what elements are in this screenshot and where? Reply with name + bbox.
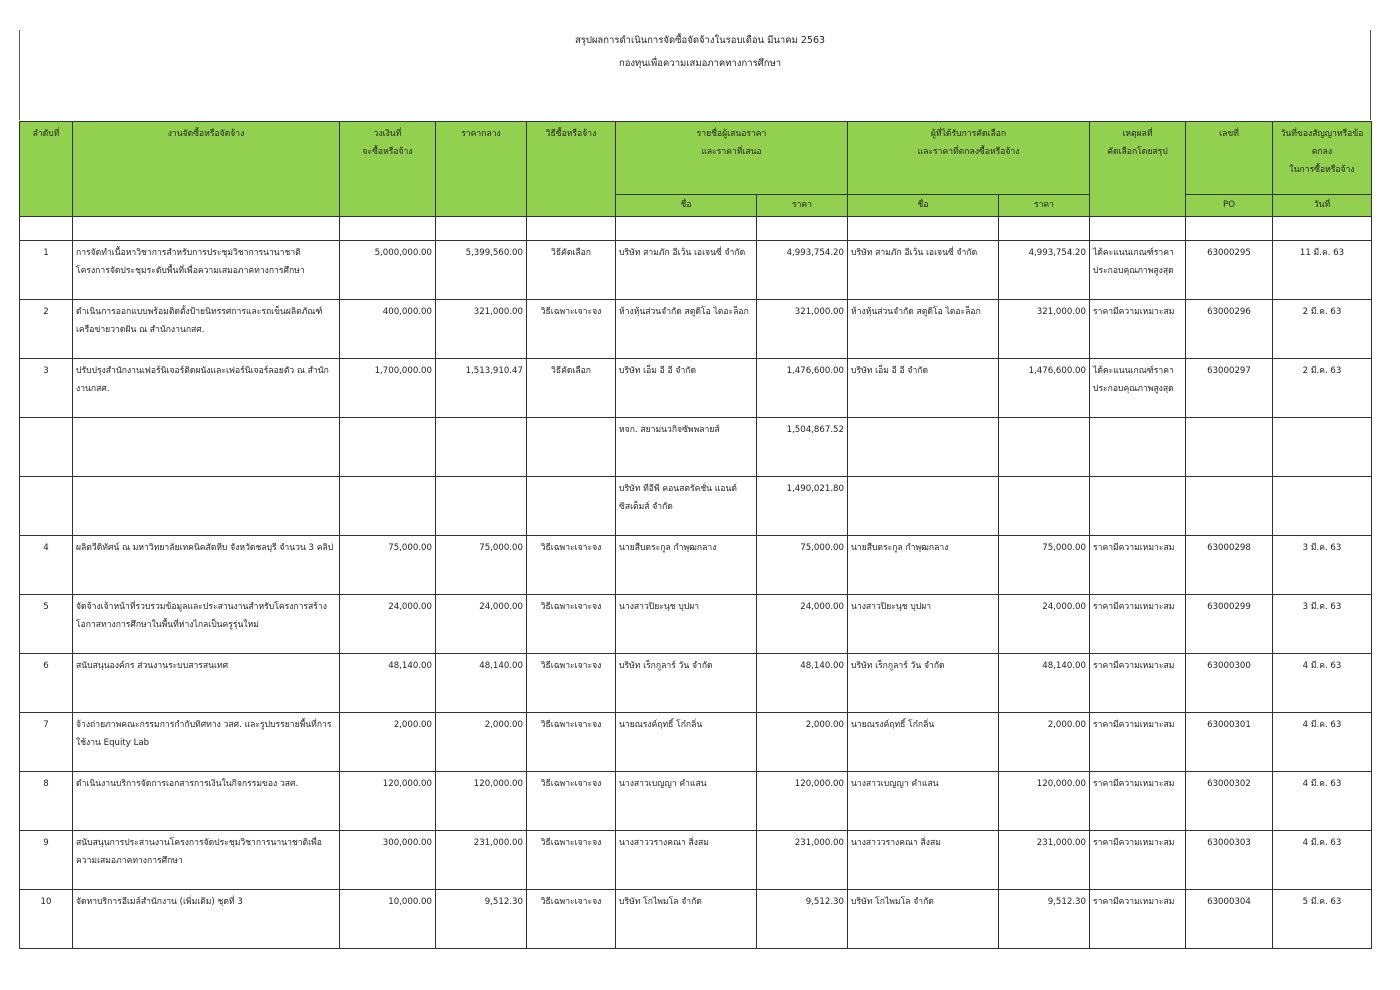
selection-reason: ราคามีความเหมาะสม	[1090, 654, 1186, 713]
table-row	[20, 536, 1372, 595]
budget-amount: 75,000.00	[340, 536, 436, 595]
bidder-name: หจก. สยามนวกิจซัพพลายส์	[616, 418, 757, 477]
table-row	[20, 772, 1372, 831]
row-no	[20, 418, 73, 477]
bidder-name: นายสืบตระกูล กำพุฒกลาง	[616, 536, 757, 595]
row-no: 2	[20, 300, 73, 359]
bid-price: 321,000.00	[757, 300, 848, 359]
po-number: 63000301	[1186, 713, 1273, 772]
winner-name: นางสาวเบญญา คำแสน	[848, 772, 999, 831]
bid-price: 48,140.00	[757, 654, 848, 713]
contract-date: 3 มี.ค. 63	[1273, 595, 1372, 654]
header-number: เลขที่	[1186, 122, 1273, 195]
median-price: 231,000.00	[436, 831, 527, 890]
budget-amount: 2,000.00	[340, 713, 436, 772]
contract-date: 5 มี.ค. 63	[1273, 890, 1372, 949]
po-number: 63000302	[1186, 772, 1273, 831]
selection-reason: ราคามีความเหมาะสม	[1090, 300, 1186, 359]
header-method: วิธีซื้อหรือจ้าง	[527, 122, 616, 217]
po-number: 63000300	[1186, 654, 1273, 713]
budget-amount	[340, 477, 436, 536]
row-no: 10	[20, 890, 73, 949]
winner-price	[999, 477, 1090, 536]
work-description: จ้างถ่ายภาพคณะกรรมการกำกับทิศทาง วสศ. และรูปบรรยายพื้นที่การใช้งาน Equity Lab	[73, 713, 340, 772]
procurement-method: วิธีคัดเลือก	[527, 359, 616, 418]
selection-reason: ได้คะแนนเกณฑ์ราคาประกอบคุณภาพสูงสุด	[1090, 359, 1186, 418]
contract-date: 4 มี.ค. 63	[1273, 713, 1372, 772]
winner-price: 1,476,600.00	[999, 359, 1090, 418]
selection-reason: ได้คะแนนเกณฑ์ราคาประกอบคุณภาพสูงสุด	[1090, 241, 1186, 300]
contract-date: 11 มี.ค. 63	[1273, 241, 1372, 300]
winner-price: 4,993,754.20	[999, 241, 1090, 300]
bidder-name: นางสาววรางคณา สิ่งสม	[616, 831, 757, 890]
contract-date: 4 มี.ค. 63	[1273, 831, 1372, 890]
row-no: 4	[20, 536, 73, 595]
winner-name: บริษัท สามภัก อีเว้น เอเจนซี่ จำกัด	[848, 241, 999, 300]
winner-name: นายณรงค์ฤทธิ์ โก๋กลิ่น	[848, 713, 999, 772]
po-number: 63000303	[1186, 831, 1273, 890]
median-price: 120,000.00	[436, 772, 527, 831]
work-description: ดำเนินงานบริการจัดการเอกสารการเงินในกิจกรรมของ วสศ.	[73, 772, 340, 831]
bid-price: 75,000.00	[757, 536, 848, 595]
contract-date: 3 มี.ค. 63	[1273, 536, 1372, 595]
winner-name: นายสืบตระกูล กำพุฒกลาง	[848, 536, 999, 595]
po-number: 63000297	[1186, 359, 1273, 418]
median-price: 5,399,560.00	[436, 241, 527, 300]
header-median: ราคากลาง	[436, 122, 527, 217]
selection-reason	[1090, 477, 1186, 536]
winner-name	[848, 418, 999, 477]
header-contract: วันที่ของสัญญาหรือข้อตกลง ในการซื้อหรือจ้าง	[1273, 122, 1372, 195]
work-description: ปรับปรุงสำนักงานเฟอร์นิเจอร์ติดผนังและเฟอร์นิเจอร์ลอยตัว ณ สำนักงานกสศ.	[73, 359, 340, 418]
selection-reason: ราคามีความเหมาะสม	[1090, 536, 1186, 595]
procurement-method: วิธีคัดเลือก	[527, 241, 616, 300]
bidder-name: บริษัท เร็กกูลาร์ วัน จำกัด	[616, 654, 757, 713]
row-no: 3	[20, 359, 73, 418]
selection-reason	[1090, 418, 1186, 477]
header-no: ลำดับที่	[20, 122, 73, 217]
table-row	[20, 241, 1372, 300]
work-description: ดำเนินการออกแบบพร้อมติดตั้งป้ายนิทรรศการและรถเข็นผลิตภัณฑ์เครือข่ายวาดฝัน ณ สำนักงานกสศ.	[73, 300, 340, 359]
bid-price: 24,000.00	[757, 595, 848, 654]
winner-price: 120,000.00	[999, 772, 1090, 831]
header-row-main	[20, 122, 1372, 195]
document-title: สรุปผลการดำเนินการจัดซื้อจัดจ้างในรอบเดือน มีนาคม 2563	[574, 35, 826, 46]
work-description	[73, 418, 340, 477]
budget-amount: 1,700,000.00	[340, 359, 436, 418]
selection-reason: ราคามีความเหมาะสม	[1090, 772, 1186, 831]
table-row	[20, 890, 1372, 949]
table-row	[20, 300, 1372, 359]
table-row	[20, 418, 1372, 477]
header-winner-name: ชื่อ	[848, 195, 999, 217]
procurement-method: วิธีเฉพาะเจาะจง	[527, 831, 616, 890]
budget-amount	[340, 418, 436, 477]
contract-date: 4 มี.ค. 63	[1273, 654, 1372, 713]
winner-name: บริษัท เร็กกูลาร์ วัน จำกัด	[848, 654, 999, 713]
header-bidders: รายชื่อผู้เสนอราคา และราคาที่เสนอ	[616, 122, 848, 195]
bid-price: 231,000.00	[757, 831, 848, 890]
header-po: PO	[1186, 195, 1273, 217]
selection-reason: ราคามีความเหมาะสม	[1090, 890, 1186, 949]
bid-price: 1,476,600.00	[757, 359, 848, 418]
procurement-method: วิธีเฉพาะเจาะจง	[527, 713, 616, 772]
winner-name: นางสาวปิยะนุช บุปผา	[848, 595, 999, 654]
winner-price: 2,000.00	[999, 713, 1090, 772]
table-row	[20, 831, 1372, 890]
row-no: 6	[20, 654, 73, 713]
po-number: 63000304	[1186, 890, 1273, 949]
budget-amount: 300,000.00	[340, 831, 436, 890]
procurement-method: วิธีเฉพาะเจาะจง	[527, 595, 616, 654]
winner-name: นางสาววรางคณา สิ่งสม	[848, 831, 999, 890]
winner-price: 231,000.00	[999, 831, 1090, 890]
contract-date: 2 มี.ค. 63	[1273, 300, 1372, 359]
table-row	[20, 477, 1372, 536]
winner-name: บริษัท เอ็ม อี อี จำกัด	[848, 359, 999, 418]
row-no: 5	[20, 595, 73, 654]
bid-price: 9,512.30	[757, 890, 848, 949]
row-no: 7	[20, 713, 73, 772]
winner-price: 24,000.00	[999, 595, 1090, 654]
header-reason: เหตุผลที่ คัดเลือกโดยสรุป	[1090, 122, 1186, 217]
winner-price: 48,140.00	[999, 654, 1090, 713]
bidder-name: บริษัท เอ็ม อี อี จำกัด	[616, 359, 757, 418]
median-price	[436, 418, 527, 477]
po-number: 63000296	[1186, 300, 1273, 359]
row-no: 1	[20, 241, 73, 300]
header-selected: ผู้ที่ได้รับการคัดเลือก และราคาที่ตกลงซื้อหรือจ้าง	[848, 122, 1090, 195]
median-price: 9,512.30	[436, 890, 527, 949]
procurement-method	[527, 477, 616, 536]
budget-amount: 120,000.00	[340, 772, 436, 831]
budget-amount: 48,140.00	[340, 654, 436, 713]
winner-price: 9,512.30	[999, 890, 1090, 949]
bidder-name: นายณรงค์ฤทธิ์ โก๋กลิ่น	[616, 713, 757, 772]
row-no	[20, 477, 73, 536]
contract-date	[1273, 418, 1372, 477]
bidder-name: บริษัท โกไพมโล จำกัด	[616, 890, 757, 949]
median-price: 48,140.00	[436, 654, 527, 713]
budget-amount: 24,000.00	[340, 595, 436, 654]
budget-amount: 5,000,000.00	[340, 241, 436, 300]
work-description: จัดจ้างเจ้าหน้าที่รวบรวมข้อมูลและประสานงานสำหรับโครงการสร้างโอกาสทางการศึกษาในพื้นที่ห่างไกลเป็นครูรุ่นใหม่	[73, 595, 340, 654]
bidder-name: นางสาวเบญญา คำแสน	[616, 772, 757, 831]
bid-price: 1,490,021.80	[757, 477, 848, 536]
median-price: 1,513,910.47	[436, 359, 527, 418]
winner-name: บริษัท โกไพมโล จำกัด	[848, 890, 999, 949]
bidder-name: บริษัท สามภัก อีเว้น เอเจนซี่ จำกัด	[616, 241, 757, 300]
contract-date: 4 มี.ค. 63	[1273, 772, 1372, 831]
po-number: 63000298	[1186, 536, 1273, 595]
procurement-method: วิธีเฉพาะเจาะจง	[527, 536, 616, 595]
row-no: 8	[20, 772, 73, 831]
bidder-name: นางสาวปิยะนุช บุปผา	[616, 595, 757, 654]
winner-name: ห้างหุ้นส่วนจำกัด สตูดิโอ ไตอะล็อก	[848, 300, 999, 359]
contract-date: 2 มี.ค. 63	[1273, 359, 1372, 418]
bidder-name: บริษัท ทีอีพี คอนสตรัคชั่น แอนด์ ซิสเต็มส์ จำกัด	[616, 477, 757, 536]
row-no: 9	[20, 831, 73, 890]
table-row	[20, 595, 1372, 654]
table-row	[20, 713, 1372, 772]
median-price	[436, 477, 527, 536]
work-description: ผลิตวีดิทัศน์ ณ มหาวิทยาลัยเทคนิคสัตหีบ จังหวัดชลบุรี จำนวน 3 คลิป	[73, 536, 340, 595]
winner-name	[848, 477, 999, 536]
work-description: จัดหาบริการอีเมล์สำนักงาน (เพิ่มเติม) ชุดที่ 3	[73, 890, 340, 949]
work-description	[73, 477, 340, 536]
document-subtitle: กองทุนเพื่อความเสมอภาคทางการศึกษา	[618, 58, 782, 69]
bid-price: 2,000.00	[757, 713, 848, 772]
median-price: 321,000.00	[436, 300, 527, 359]
budget-amount: 10,000.00	[340, 890, 436, 949]
po-number	[1186, 418, 1273, 477]
po-number: 63000299	[1186, 595, 1273, 654]
bidder-name: ห้างหุ้นส่วนจำกัด สตูดิโอ ไตอะล็อก	[616, 300, 757, 359]
header-budget: วงเงินที่ จะซื้อหรือจ้าง	[340, 122, 436, 217]
selection-reason: ราคามีความเหมาะสม	[1090, 595, 1186, 654]
selection-reason: ราคามีความเหมาะสม	[1090, 831, 1186, 890]
blank-row	[20, 217, 1372, 241]
winner-price: 321,000.00	[999, 300, 1090, 359]
header-bidder-price: ราคา	[757, 195, 848, 217]
header-bidder-name: ชื่อ	[616, 195, 757, 217]
procurement-method: วิธีเฉพาะเจาะจง	[527, 890, 616, 949]
header-date: วันที่	[1273, 195, 1372, 217]
table-row	[20, 654, 1372, 713]
procurement-method	[527, 418, 616, 477]
work-description: สนับสนุนการประสานงานโครงการจัดประชุมวิชาการนานาชาติเพื่อความเสมอภาคทางการศึกษา	[73, 831, 340, 890]
header-winner-price: ราคา	[999, 195, 1090, 217]
bid-price: 4,993,754.20	[757, 241, 848, 300]
bid-price: 120,000.00	[757, 772, 848, 831]
po-number	[1186, 477, 1273, 536]
budget-amount: 400,000.00	[340, 300, 436, 359]
median-price: 24,000.00	[436, 595, 527, 654]
work-description: สนับสนุนองค์กร ส่วนงานระบบสารสนเทศ	[73, 654, 340, 713]
selection-reason: ราคามีความเหมาะสม	[1090, 713, 1186, 772]
median-price: 2,000.00	[436, 713, 527, 772]
procurement-method: วิธีเฉพาะเจาะจง	[527, 654, 616, 713]
work-description: การจัดทำเนื้อหาวิชาการสำหรับการประชุมวิชาการนานาชาติ โครงการจัดประชุมระดับพื้นที่เพื่อความเสมอภาคทางการศึกษา	[73, 241, 340, 300]
procurement-method: วิธีเฉพาะเจาะจง	[527, 772, 616, 831]
bid-price: 1,504,867.52	[757, 418, 848, 477]
winner-price	[999, 418, 1090, 477]
po-number: 63000295	[1186, 241, 1273, 300]
contract-date	[1273, 477, 1372, 536]
winner-price: 75,000.00	[999, 536, 1090, 595]
procurement-method: วิธีเฉพาะเจาะจง	[527, 300, 616, 359]
procurement-table	[19, 121, 1372, 949]
header-work: งานจัดซื้อหรือจัดจ้าง	[73, 122, 340, 217]
table-row	[20, 359, 1372, 418]
median-price: 75,000.00	[436, 536, 527, 595]
